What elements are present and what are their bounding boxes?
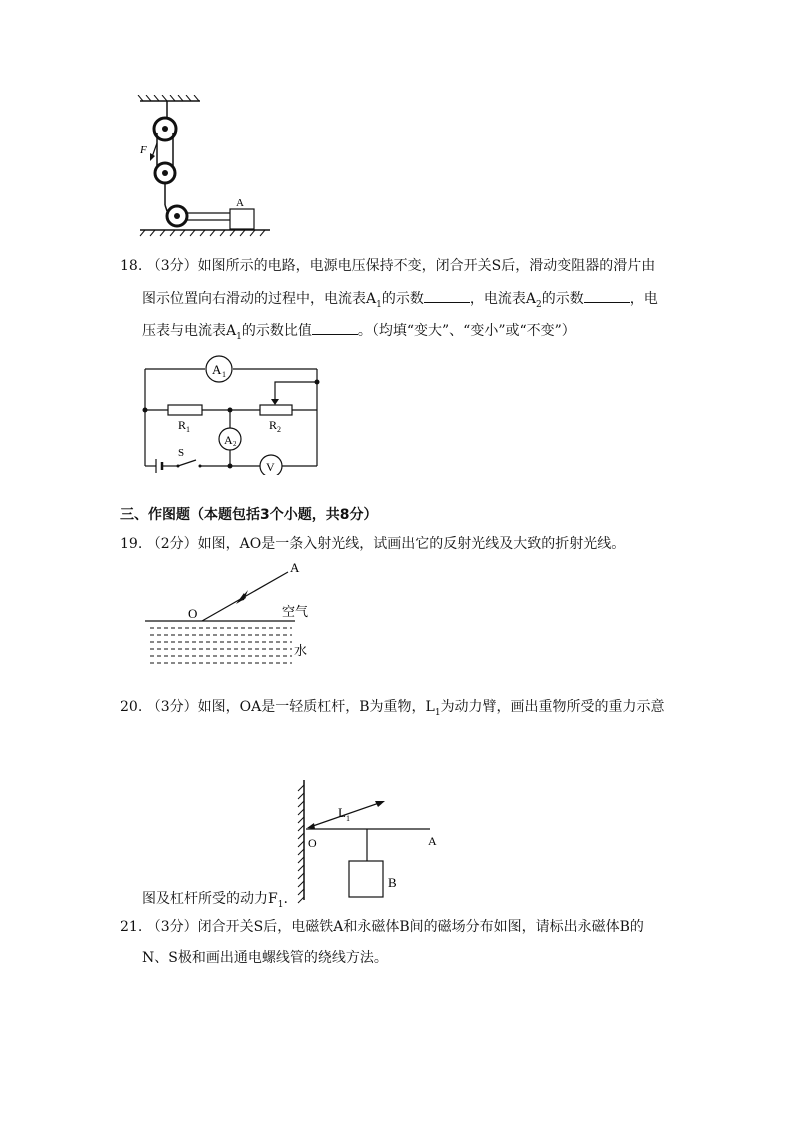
section-title: 三、作图题（本题包括3个小题，共8分）: [120, 507, 378, 523]
water-label: 水: [294, 643, 308, 658]
block-label: A: [236, 197, 244, 209]
q18-text-line2e: ，电: [629, 291, 658, 307]
rheostat-r2-label: R: [269, 418, 278, 432]
q18-line1: [120, 256, 655, 276]
q20-cont-sub: 1: [277, 899, 284, 910]
q18-text-line2b: 的示数: [381, 291, 424, 307]
resistor-r1-sub: 1: [186, 425, 190, 434]
q20-number: 20.: [120, 699, 143, 715]
voltmeter-label: V: [266, 460, 275, 474]
q18-text-line3a: 压表与电流表A: [142, 323, 237, 339]
point-a-label: A: [290, 560, 300, 575]
q21-text-line1: 闭合开关S后，电磁铁A和永磁体B间的磁场分布如图，请标出永磁体B的: [197, 919, 644, 935]
q20-text: 如图，OA是一轻质杠杆，B为重物，L: [197, 699, 435, 715]
force-label: F: [140, 144, 147, 156]
point-o-label: O: [188, 606, 198, 621]
q20-line1: [120, 697, 665, 723]
q21-line1: [120, 917, 644, 937]
q19-text: 如图，AO是一条入射光线，试画出它的反射光线及大致的折射光线。: [197, 536, 626, 552]
q18-text-line1: 如图所示的电路，电源电压保持不变，闭合开关S后，滑动变阻器的滑片由: [197, 258, 656, 274]
ammeter-a1-sub: 1: [222, 370, 226, 379]
q18-number: 18.: [120, 258, 143, 274]
q19-line1: [120, 534, 625, 554]
switch-label: S: [178, 447, 185, 459]
q18-text-line2a: 图示位置向右滑动的过程中，电流表A: [142, 291, 377, 307]
air-label: 空气: [282, 604, 309, 619]
q18-text-line2d: 的示数: [541, 291, 584, 307]
q18-score: （3分）: [146, 258, 198, 274]
ammeter-a2-label: A: [224, 433, 233, 447]
q18-text-line2c: ，电流表A: [469, 291, 536, 307]
ammeter-a2-sub: 2: [233, 440, 237, 448]
q19-number: 19.: [120, 536, 143, 552]
q19-score: （2分）: [146, 536, 198, 552]
q21-score: （3分）: [146, 919, 198, 935]
q21-number: 21.: [120, 919, 143, 935]
q20-cont-text: 图及杠杆所受的动力F: [142, 891, 278, 907]
q18-text-line3c: 。（均填“变大”、“变小”或“不变”）: [357, 323, 576, 339]
q18-sub-a1-b: 1: [236, 331, 242, 342]
q20-text-sub: 1: [434, 707, 441, 718]
q18-sub-a1: 1: [376, 299, 382, 310]
q18-text-line3b: 的示数比值: [241, 323, 312, 339]
q20-score: （3分）: [146, 699, 198, 715]
lever-figure: [290, 775, 450, 905]
l1-sub: 1: [346, 814, 350, 823]
optics-figure: [140, 560, 315, 665]
block-b-label: B: [388, 875, 397, 890]
ammeter-a1-label: A: [212, 362, 222, 377]
point-o-label: O: [308, 836, 317, 850]
q18-blank-2[interactable]: [584, 288, 630, 303]
pulley-figure: [135, 95, 275, 240]
q18-blank-3[interactable]: [312, 320, 358, 335]
l1-label: L: [338, 805, 346, 820]
q18-line3: [142, 320, 576, 347]
q18-sub-a2: 2: [535, 299, 542, 310]
q20-cont-end: .: [283, 891, 288, 907]
q20-text-end: 为动力臂，画出重物所受的重力示意: [440, 699, 665, 715]
resistor-r1-label: R: [178, 418, 187, 432]
circuit-figure: [130, 345, 330, 475]
q20-line2: [142, 889, 288, 915]
q21-text-line2: N、S极和画出通电螺线管的绕线方法。: [142, 950, 388, 966]
q18-line2: [142, 288, 658, 315]
q21-line2: [142, 948, 388, 968]
rheostat-r2-sub: 2: [277, 425, 281, 434]
q18-blank-1[interactable]: [424, 288, 470, 303]
point-a-label: A: [428, 834, 437, 848]
